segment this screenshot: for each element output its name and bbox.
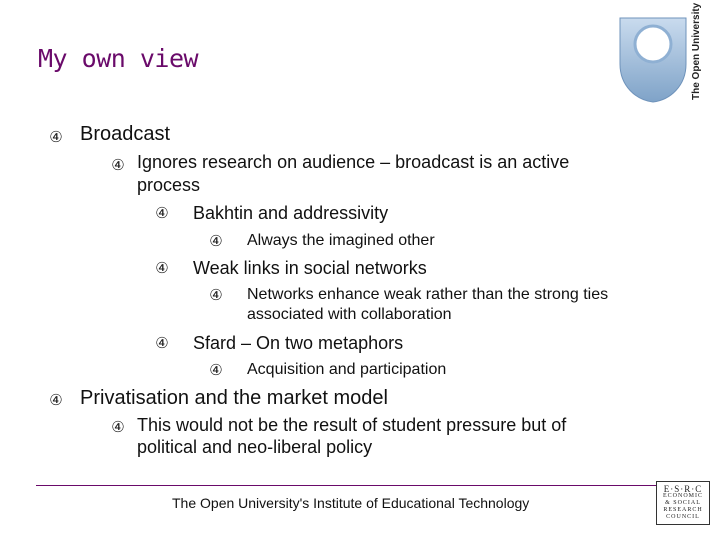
bullet-text: Bakhtin and addressivity	[193, 203, 389, 223]
bullet-icon: ④	[155, 335, 169, 352]
bullet-icon: ④	[209, 362, 223, 379]
bullet-text: Sfard – On two metaphors	[193, 333, 404, 353]
bullet-icon: ④	[49, 129, 63, 146]
esrc-logo	[656, 481, 710, 525]
bullet-icon: ④	[209, 287, 223, 304]
bullet-icon: ④	[111, 157, 125, 174]
bullet-icon: ④	[49, 392, 63, 409]
footer-text: The Open University's Institute of Educational Technology	[172, 495, 530, 511]
bullet-text-continued: associated with collaboration	[247, 306, 452, 323]
slide-title: My own view	[38, 44, 199, 73]
bullet-icon: ④	[155, 260, 169, 277]
bullet-icon: ④	[111, 419, 125, 436]
footer-divider	[36, 485, 700, 486]
bullet-text: Acquisition and participation	[247, 361, 447, 378]
esrc-logo-line: & SOCIAL	[665, 500, 701, 506]
bullet-text: Always the imagined other	[247, 232, 435, 249]
bullet-text: Privatisation and the market model	[80, 387, 388, 409]
esrc-logo-line: E·S·R·C	[663, 484, 703, 494]
esrc-logo-line: ECONOMIC	[662, 493, 703, 499]
bullet-text-continued: process	[137, 175, 201, 195]
esrc-logo-line: RESEARCH	[663, 507, 703, 513]
bullet-text: Weak links in social networks	[193, 258, 427, 278]
bullet-icon: ④	[155, 205, 169, 222]
esrc-logo-line: COUNCIL	[666, 514, 700, 520]
bullet-text: Ignores research on audience – broadcast is an active	[137, 152, 570, 172]
bullet-icon: ④	[209, 233, 223, 250]
bullet-text: Networks enhance weak rather than the strong ties	[247, 286, 609, 303]
bullet-text: Broadcast	[80, 123, 171, 145]
bullet-text: This would not be the result of student pressure but of	[137, 415, 567, 435]
bullet-text-continued: political and neo-liberal policy	[137, 437, 373, 457]
logo-wordmark: The Open University	[691, 2, 702, 100]
